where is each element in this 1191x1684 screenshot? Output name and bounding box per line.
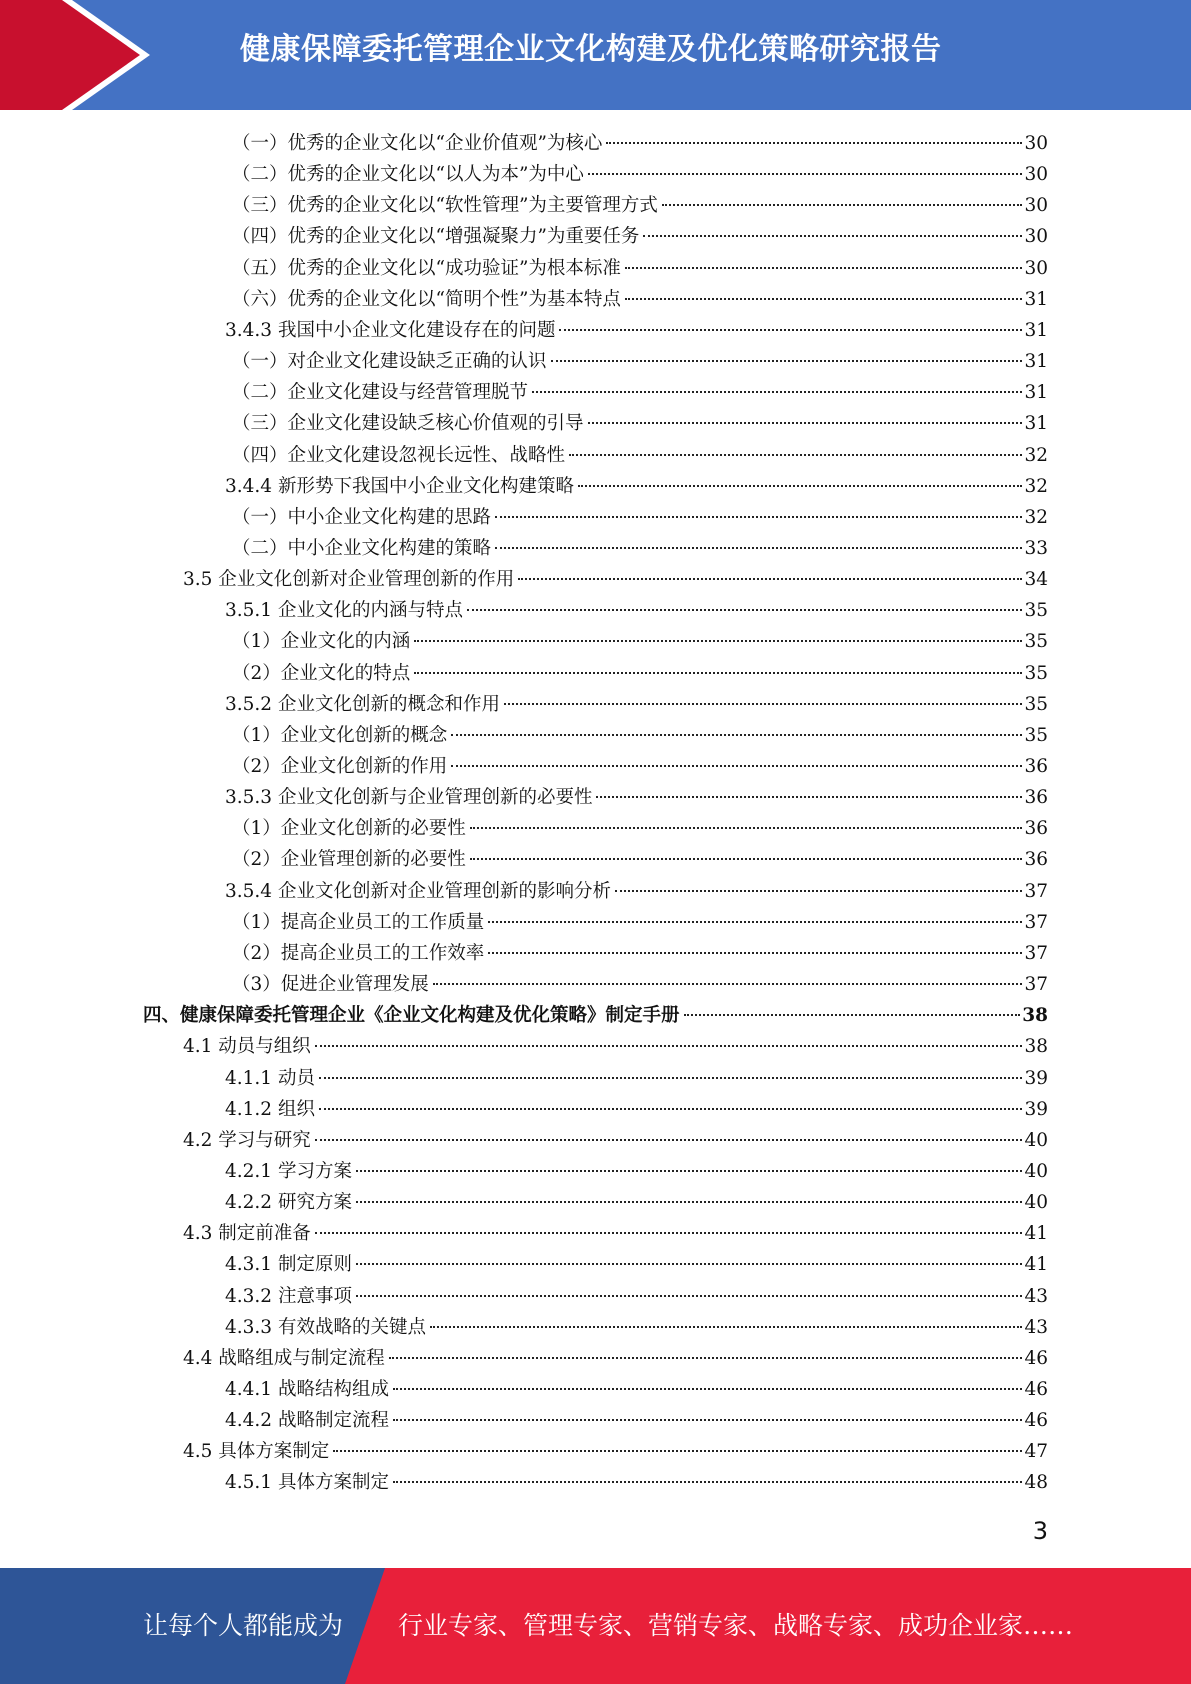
toc-dot-leader bbox=[569, 454, 1022, 456]
toc-dot-leader bbox=[389, 1357, 1023, 1359]
toc-entry-page: 31 bbox=[1024, 351, 1048, 373]
toc-entry-page: 31 bbox=[1024, 382, 1048, 404]
toc-dot-leader bbox=[615, 890, 1022, 892]
toc-entry[interactable] bbox=[232, 907, 1048, 938]
toc-dot-leader bbox=[504, 703, 1022, 705]
toc-dot-leader bbox=[414, 672, 1022, 674]
toc-entry-page: 40 bbox=[1024, 1192, 1048, 1214]
toc-dot-leader bbox=[532, 391, 1022, 393]
toc-entry[interactable] bbox=[232, 253, 1048, 284]
toc-entry-page: 33 bbox=[1024, 537, 1048, 559]
toc-entry-title: 4.5.1 具体方案制定 bbox=[225, 1472, 389, 1494]
toc-entry[interactable] bbox=[232, 938, 1048, 969]
toc-entry-title: （一）中小企业文化构建的思路 bbox=[232, 506, 492, 528]
toc-dot-leader bbox=[315, 1045, 1023, 1047]
toc-entry[interactable] bbox=[232, 626, 1048, 657]
toc-entry-page: 35 bbox=[1024, 724, 1048, 746]
toc-entry[interactable] bbox=[183, 1218, 1048, 1249]
toc-entry-title: 4.3.2 注意事项 bbox=[225, 1285, 352, 1307]
toc-entry-page: 35 bbox=[1024, 631, 1048, 653]
toc-entry-page: 38 bbox=[1022, 1005, 1048, 1027]
toc-dot-leader bbox=[495, 516, 1022, 518]
toc-entry[interactable] bbox=[225, 1156, 1048, 1187]
toc-dot-leader bbox=[559, 329, 1022, 331]
toc-dot-leader bbox=[578, 485, 1022, 487]
toc-entry[interactable] bbox=[232, 128, 1048, 159]
toc-dot-leader bbox=[430, 1326, 1022, 1328]
toc-entry-title: （1）企业文化创新的必要性 bbox=[232, 818, 466, 840]
toc-entry-page: 46 bbox=[1024, 1347, 1048, 1369]
toc-entry-page: 30 bbox=[1024, 226, 1048, 248]
toc-dot-leader bbox=[662, 204, 1023, 206]
toc-dot-leader bbox=[588, 173, 1023, 175]
toc-dot-leader bbox=[588, 422, 1023, 424]
toc-entry-page: 32 bbox=[1024, 475, 1048, 497]
toc-entry[interactable] bbox=[232, 159, 1048, 190]
toc-entry-page: 31 bbox=[1024, 413, 1048, 435]
toc-entry[interactable] bbox=[225, 1094, 1048, 1125]
toc-entry[interactable] bbox=[232, 190, 1048, 221]
toc-dot-leader bbox=[470, 827, 1023, 829]
toc-entry-page: 36 bbox=[1024, 818, 1048, 840]
toc-dot-leader bbox=[356, 1263, 1023, 1265]
toc-entry-title: 3.5.4 企业文化创新对企业管理创新的影响分析 bbox=[225, 880, 611, 902]
toc-entry-title: 3.5.2 企业文化创新的概念和作用 bbox=[225, 693, 500, 715]
toc-entry[interactable] bbox=[225, 315, 1048, 346]
toc-entry[interactable] bbox=[225, 595, 1048, 626]
toc-entry-title: （3）促进企业管理发展 bbox=[232, 974, 429, 996]
toc-entry[interactable] bbox=[232, 720, 1048, 751]
toc-entry-title: （一）优秀的企业文化以“企业价值观”为核心 bbox=[232, 133, 603, 154]
toc-entry[interactable] bbox=[143, 1000, 1048, 1031]
toc-entry-page: 30 bbox=[1024, 257, 1048, 279]
toc-entry-title: （四）优秀的企业文化以“增强凝聚力”为重要任务 bbox=[232, 226, 640, 248]
toc-entry-page: 38 bbox=[1024, 1036, 1048, 1058]
toc-entry-title: （五）优秀的企业文化以“成功验证”为根本标准 bbox=[232, 257, 621, 279]
toc-dot-leader bbox=[356, 1201, 1023, 1203]
toc-dot-leader bbox=[551, 360, 1023, 362]
toc-entry-title: 4.3.1 制定原则 bbox=[225, 1254, 352, 1276]
toc-dot-leader bbox=[356, 1170, 1023, 1172]
toc-entry-page: 34 bbox=[1024, 569, 1048, 591]
toc-entry[interactable] bbox=[225, 1374, 1048, 1405]
toc-entry[interactable] bbox=[232, 440, 1048, 471]
toc-entry[interactable] bbox=[225, 1063, 1048, 1094]
toc-entry-title: 4.2 学习与研究 bbox=[183, 1129, 311, 1151]
toc-entry-title: （六）优秀的企业文化以“简明个性”为基本特点 bbox=[232, 288, 621, 310]
page-footer bbox=[0, 1568, 1191, 1684]
toc-entry-title: （二）中小企业文化构建的策略 bbox=[232, 537, 492, 559]
toc-entry-page: 43 bbox=[1024, 1316, 1048, 1338]
toc-entry-page: 43 bbox=[1024, 1285, 1048, 1307]
toc-entry-page: 31 bbox=[1024, 319, 1048, 341]
toc-entry-title: （1）企业文化创新的概念 bbox=[232, 724, 448, 746]
toc-entry-title: （2）提高企业员工的工作效率 bbox=[232, 942, 485, 964]
toc-entry[interactable] bbox=[183, 1343, 1048, 1374]
toc-dot-leader bbox=[333, 1450, 1022, 1452]
toc-entry[interactable] bbox=[225, 1187, 1048, 1218]
toc-entry-title: 4.1.1 动员 bbox=[225, 1067, 315, 1089]
toc-entry[interactable] bbox=[183, 1125, 1048, 1156]
toc-entry-title: 3.5.1 企业文化的内涵与特点 bbox=[225, 600, 463, 622]
toc-entry-page: 37 bbox=[1024, 942, 1048, 964]
toc-entry[interactable] bbox=[225, 1467, 1048, 1498]
toc-entry-page: 35 bbox=[1024, 693, 1048, 715]
toc-dot-leader bbox=[319, 1077, 1023, 1079]
toc-entry[interactable] bbox=[225, 876, 1048, 907]
toc-entry-title: 4.3 制定前准备 bbox=[183, 1223, 311, 1245]
toc-entry-page: 36 bbox=[1024, 756, 1048, 777]
toc-dot-leader bbox=[470, 858, 1023, 860]
toc-dot-leader bbox=[606, 142, 1022, 144]
toc-entry[interactable] bbox=[232, 408, 1048, 439]
toc-entry[interactable] bbox=[232, 221, 1048, 252]
toc-entry[interactable] bbox=[232, 969, 1048, 1000]
toc-entry-page: 48 bbox=[1024, 1472, 1048, 1494]
toc-entry-title: （2）企业管理创新的必要性 bbox=[232, 849, 466, 871]
toc-entry[interactable] bbox=[232, 844, 1048, 875]
toc-entry-page: 36 bbox=[1024, 849, 1048, 871]
toc-entry-title: （一）对企业文化建设缺乏正确的认识 bbox=[232, 351, 547, 373]
toc-entry[interactable] bbox=[225, 1281, 1048, 1312]
toc-entry-title: 4.4.2 战略制定流程 bbox=[225, 1410, 389, 1432]
header-title: 健康保障委托管理企业文化构建及优化策略研究报告 bbox=[240, 32, 942, 67]
toc-dot-leader bbox=[488, 921, 1022, 923]
toc-dot-leader bbox=[433, 983, 1023, 985]
toc-entry-page: 47 bbox=[1024, 1441, 1048, 1463]
toc-entry-page: 31 bbox=[1024, 288, 1048, 310]
toc-entry[interactable] bbox=[183, 1031, 1048, 1062]
toc-entry-title: （四）企业文化建设忽视长远性、战略性 bbox=[232, 444, 566, 466]
toc-entry-page: 46 bbox=[1024, 1379, 1048, 1400]
toc-entry-title: 4.4 战略组成与制定流程 bbox=[183, 1347, 385, 1369]
toc-dot-leader bbox=[596, 796, 1022, 798]
toc-entry-title: 3.4.4 新形势下我国中小企业文化构建策略 bbox=[225, 475, 574, 497]
toc-dot-leader bbox=[467, 609, 1022, 611]
page-number: 3 bbox=[1032, 1517, 1048, 1545]
footer-slogan-right: 行业专家、管理专家、营销专家、战略专家、成功企业家…… bbox=[398, 1611, 1074, 1640]
toc-entry-title: 4.1.2 组织 bbox=[225, 1098, 315, 1120]
toc-entry-title: （二）优秀的企业文化以“以人为本”为中心 bbox=[232, 164, 584, 186]
toc-entry-page: 37 bbox=[1024, 974, 1048, 996]
toc-dot-leader bbox=[518, 578, 1022, 580]
toc-entry-title: 3.5 企业文化创新对企业管理创新的作用 bbox=[183, 569, 515, 591]
toc-entry[interactable] bbox=[225, 471, 1048, 502]
toc-entry[interactable] bbox=[183, 1436, 1048, 1467]
toc-dot-leader bbox=[684, 1014, 1021, 1016]
toc-dot-leader bbox=[315, 1139, 1023, 1141]
toc-entry-title: 四、健康保障委托管理企业《企业文化构建及优化策略》制定手册 bbox=[143, 1005, 680, 1027]
toc-entry-title: （2）企业文化创新的作用 bbox=[232, 756, 448, 777]
toc-dot-leader bbox=[488, 952, 1022, 954]
toc-dot-leader bbox=[451, 734, 1022, 736]
toc-entry-page: 40 bbox=[1024, 1160, 1048, 1182]
toc-entry-title: （三）优秀的企业文化以“软性管理”为主要管理方式 bbox=[232, 195, 658, 217]
toc-entry-title: 4.3.3 有效战略的关键点 bbox=[225, 1316, 426, 1338]
toc-entry-page: 35 bbox=[1024, 600, 1048, 622]
toc-entry-title: （三）企业文化建设缺乏核心价值观的引导 bbox=[232, 413, 584, 435]
toc-dot-leader bbox=[495, 547, 1022, 549]
footer-slogan-left: 让每个人都能成为 bbox=[143, 1611, 344, 1640]
toc-dot-leader bbox=[356, 1295, 1023, 1297]
toc-entry-page: 30 bbox=[1024, 133, 1048, 154]
toc-dot-leader bbox=[414, 640, 1022, 642]
toc-entry[interactable] bbox=[232, 813, 1048, 844]
toc-dot-leader bbox=[393, 1388, 1022, 1390]
toc-entry-page: 32 bbox=[1024, 506, 1048, 528]
toc-entry[interactable] bbox=[232, 533, 1048, 564]
toc-entry-title: 4.1 动员与组织 bbox=[183, 1036, 311, 1058]
toc-entry-title: （二）企业文化建设与经营管理脱节 bbox=[232, 382, 529, 404]
page-header bbox=[0, 0, 1191, 110]
toc-entry-title: 4.2.2 研究方案 bbox=[225, 1192, 352, 1214]
toc-dot-leader bbox=[393, 1419, 1022, 1421]
toc-entry[interactable] bbox=[232, 502, 1048, 533]
toc-entry[interactable] bbox=[183, 564, 1048, 595]
toc-entry-page: 41 bbox=[1024, 1254, 1048, 1276]
toc-entry[interactable] bbox=[232, 658, 1048, 689]
toc-dot-leader bbox=[451, 765, 1022, 767]
toc-dot-leader bbox=[625, 267, 1023, 269]
toc-entry-page: 32 bbox=[1024, 444, 1048, 466]
toc-entry-page: 39 bbox=[1024, 1067, 1048, 1089]
toc-entry[interactable] bbox=[225, 1312, 1048, 1343]
toc-entry-title: （1）企业文化的内涵 bbox=[232, 631, 411, 653]
toc-entry-title: 4.5 具体方案制定 bbox=[183, 1441, 330, 1463]
toc-entry-page: 37 bbox=[1024, 911, 1048, 933]
toc-entry-page: 36 bbox=[1024, 787, 1048, 809]
toc-entry-title: （2）企业文化的特点 bbox=[232, 662, 411, 684]
toc-entry-title: 4.4.1 战略结构组成 bbox=[225, 1379, 389, 1400]
toc-entry[interactable] bbox=[225, 1249, 1048, 1280]
toc-entry-title: 4.2.1 学习方案 bbox=[225, 1160, 352, 1182]
toc-entry-title: （1）提高企业员工的工作质量 bbox=[232, 911, 485, 933]
toc-dot-leader bbox=[315, 1232, 1023, 1234]
toc-entry[interactable] bbox=[232, 284, 1048, 315]
toc-entry-page: 30 bbox=[1024, 164, 1048, 186]
toc-entry-page: 39 bbox=[1024, 1098, 1048, 1120]
toc-entry-page: 35 bbox=[1024, 662, 1048, 684]
toc-entry[interactable] bbox=[225, 782, 1048, 813]
toc-entry-page: 41 bbox=[1024, 1223, 1048, 1245]
toc-entry[interactable] bbox=[232, 751, 1048, 782]
toc-entry[interactable] bbox=[232, 346, 1048, 377]
toc-entry-title: 3.4.3 我国中小企业文化建设存在的问题 bbox=[225, 319, 556, 341]
toc-entry-page: 40 bbox=[1024, 1129, 1048, 1151]
toc-dot-leader bbox=[643, 235, 1022, 237]
toc-dot-leader bbox=[393, 1481, 1022, 1483]
toc-entry-page: 46 bbox=[1024, 1410, 1048, 1432]
toc-entry-title: 3.5.3 企业文化创新与企业管理创新的必要性 bbox=[225, 787, 593, 809]
toc-entry-page: 30 bbox=[1024, 195, 1048, 217]
toc-entry[interactable] bbox=[225, 689, 1048, 720]
toc-entry[interactable] bbox=[225, 1405, 1048, 1436]
toc-dot-leader bbox=[625, 298, 1023, 300]
toc-entry-page: 37 bbox=[1024, 880, 1048, 902]
toc-dot-leader bbox=[319, 1108, 1023, 1110]
toc-entry[interactable] bbox=[232, 377, 1048, 408]
